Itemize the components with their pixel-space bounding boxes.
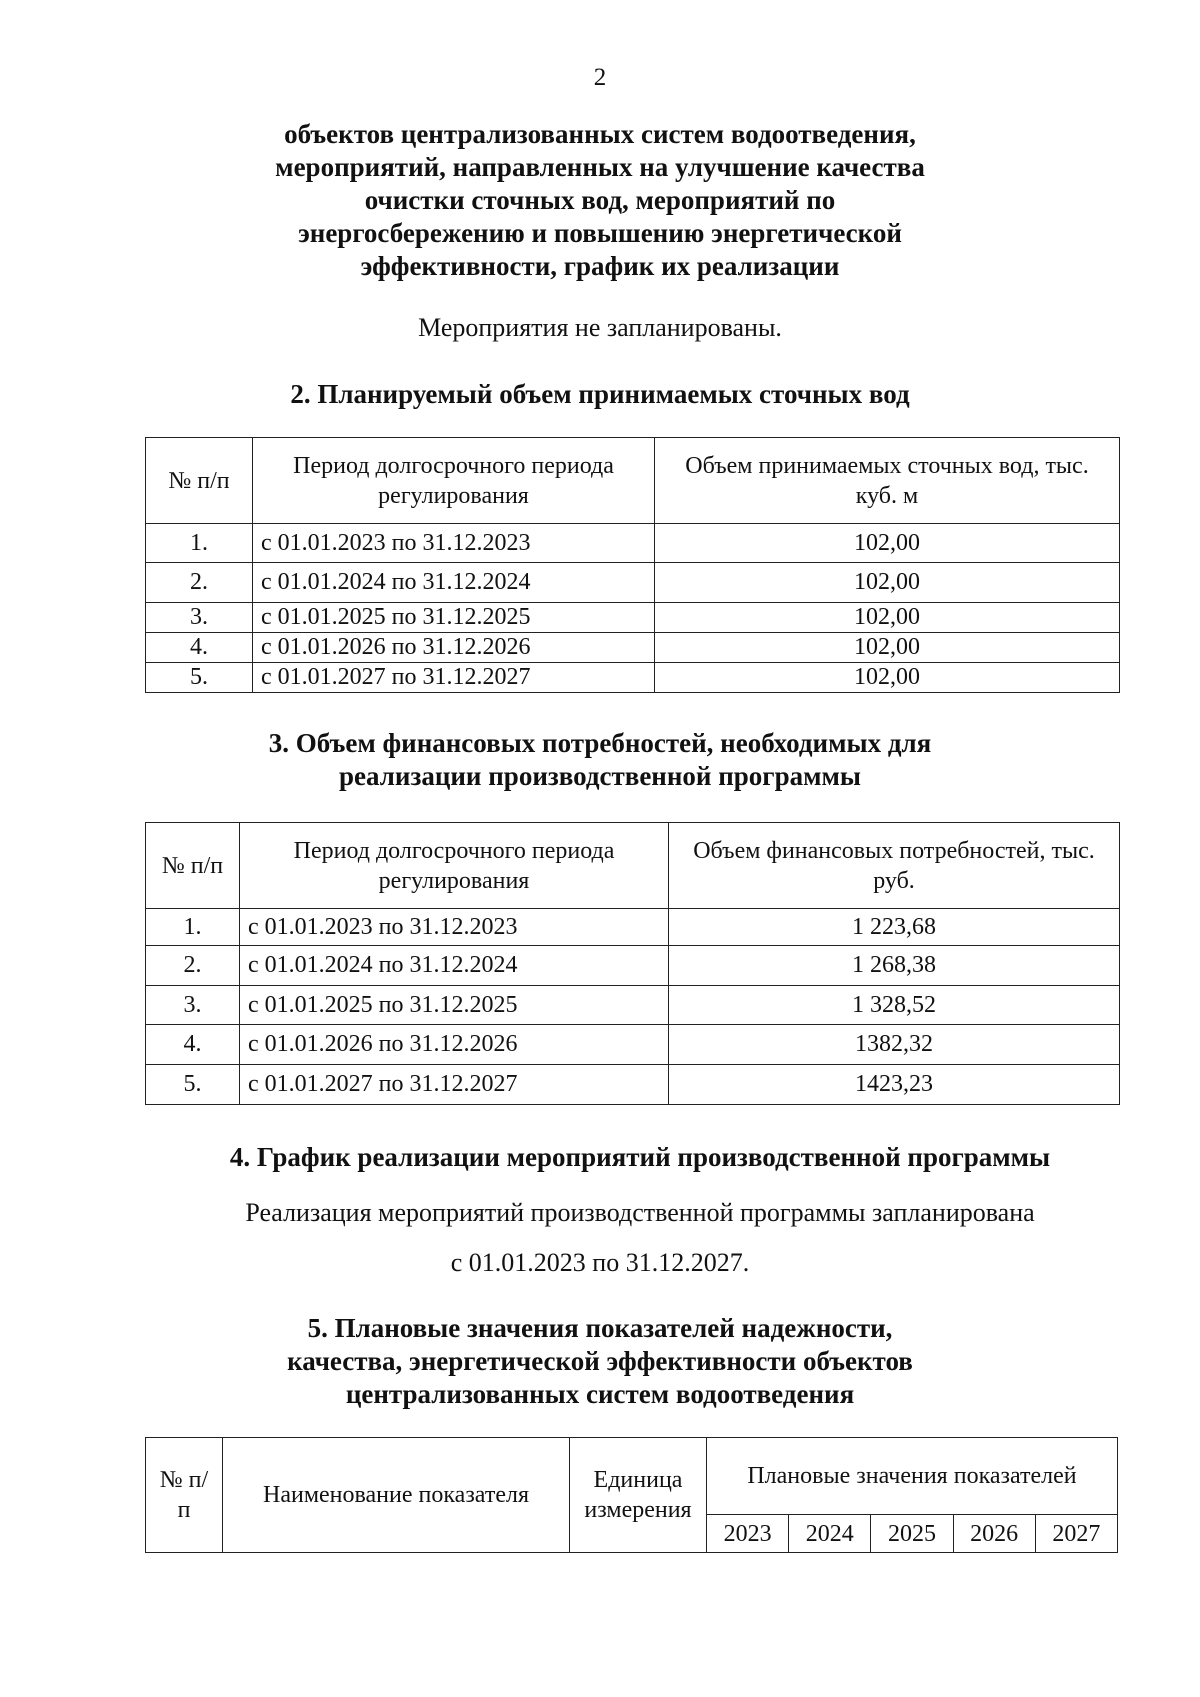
header-period: Период долгосрочного периода регулирования (240, 823, 669, 909)
row-value: 1 223,68 (669, 909, 1120, 946)
section3-title-line: 3. Объем финансовых потребностей, необходимых для (268, 728, 932, 758)
page-number: 2 (593, 64, 607, 91)
intro-heading (0, 118, 1200, 283)
row-period: с 01.01.2023 по 31.12.2023 (253, 524, 655, 563)
section2-title: 2. Планируемый объем принимаемых сточных вод (290, 379, 910, 409)
indicators-table (145, 1437, 1118, 1553)
header-volume: Объем принимаемых сточных вод, тыс. куб. м (655, 438, 1120, 524)
table-header-row (146, 1438, 1118, 1515)
row-value: 102,00 (655, 524, 1120, 563)
table-header-row (146, 438, 1120, 524)
header-finance: Объем финансовых потребностей, тыс. руб. (669, 823, 1120, 909)
row-num: 1. (146, 524, 253, 563)
row-period: с 01.01.2027 по 31.12.2027 (253, 663, 655, 693)
row-period: с 01.01.2025 по 31.12.2025 (240, 986, 669, 1025)
row-num: 3. (146, 603, 253, 633)
row-period: с 01.01.2023 по 31.12.2023 (240, 909, 669, 946)
table-row (146, 946, 1120, 986)
row-value: 102,00 (655, 663, 1120, 693)
table-row (146, 1065, 1120, 1105)
table-header-row (146, 823, 1120, 909)
row-value: 102,00 (655, 563, 1120, 603)
header-year: 2024 (789, 1515, 871, 1553)
header-year: 2025 (871, 1515, 953, 1553)
section4-text-line2: с 01.01.2023 по 31.12.2027. (450, 1248, 750, 1277)
intro-heading-line: объектов централизованных систем водоотведения, (284, 119, 916, 149)
row-period: с 01.01.2024 по 31.12.2024 (253, 563, 655, 603)
section5-title (0, 1312, 1200, 1411)
row-period: с 01.01.2024 по 31.12.2024 (240, 946, 669, 986)
row-num: 4. (146, 1025, 240, 1065)
intro-heading-line: очистки сточных вод, мероприятий по (364, 185, 836, 215)
table-row (146, 603, 1120, 633)
table-row (146, 563, 1120, 603)
header-period: Период долгосрочного периода регулирования (253, 438, 655, 524)
header-plan: Плановые значения показателей (707, 1438, 1118, 1515)
intro-heading-line: мероприятий, направленных на улучшение качества (275, 152, 925, 182)
header-year: 2026 (953, 1515, 1035, 1553)
row-num: 3. (146, 986, 240, 1025)
section3-title (0, 727, 1200, 793)
table-row (146, 986, 1120, 1025)
section4-title: 4. График реализации мероприятий производственной программы (229, 1142, 1051, 1172)
row-num: 5. (146, 663, 253, 693)
header-unit: Единица измерения (570, 1438, 707, 1553)
section4-text-line1: Реализация мероприятий производственной программы запланирована (245, 1198, 1035, 1227)
row-period: с 01.01.2026 по 31.12.2026 (253, 633, 655, 663)
table-row (146, 663, 1120, 693)
volume-table (145, 437, 1120, 693)
row-value: 1 268,38 (669, 946, 1120, 986)
row-num: 2. (146, 946, 240, 986)
table-row (146, 1025, 1120, 1065)
section5-title-line: централизованных систем водоотведения (345, 1379, 855, 1409)
section5-title-line: 5. Плановые значения показателей надежности, (307, 1313, 893, 1343)
row-period: с 01.01.2027 по 31.12.2027 (240, 1065, 669, 1105)
header-name: Наименование показателя (223, 1438, 570, 1553)
section5-title-line: качества, энергетической эффективности объектов (287, 1346, 913, 1376)
header-num: № п/п (146, 823, 240, 909)
intro-heading-line: эффективности, график их реализации (360, 251, 840, 281)
row-value: 102,00 (655, 603, 1120, 633)
intro-note: Мероприятия не запланированы. (418, 313, 782, 342)
row-num: 1. (146, 909, 240, 946)
intro-heading-line: энергосбережению и повышению энергетической (298, 218, 902, 248)
header-year: 2027 (1035, 1515, 1117, 1553)
table-row (146, 524, 1120, 563)
row-value: 1382,32 (669, 1025, 1120, 1065)
row-period: с 01.01.2026 по 31.12.2026 (240, 1025, 669, 1065)
header-num: № п/п (146, 1438, 223, 1553)
table-row (146, 909, 1120, 946)
finance-table (145, 822, 1120, 1105)
row-period: с 01.01.2025 по 31.12.2025 (253, 603, 655, 633)
header-year: 2023 (707, 1515, 789, 1553)
row-value: 1423,23 (669, 1065, 1120, 1105)
row-value: 1 328,52 (669, 986, 1120, 1025)
row-num: 5. (146, 1065, 240, 1105)
table-row (146, 633, 1120, 663)
row-value: 102,00 (655, 633, 1120, 663)
section3-title-line: реализации производственной программы (339, 761, 861, 791)
row-num: 4. (146, 633, 253, 663)
row-num: 2. (146, 563, 253, 603)
header-num: № п/п (146, 438, 253, 524)
